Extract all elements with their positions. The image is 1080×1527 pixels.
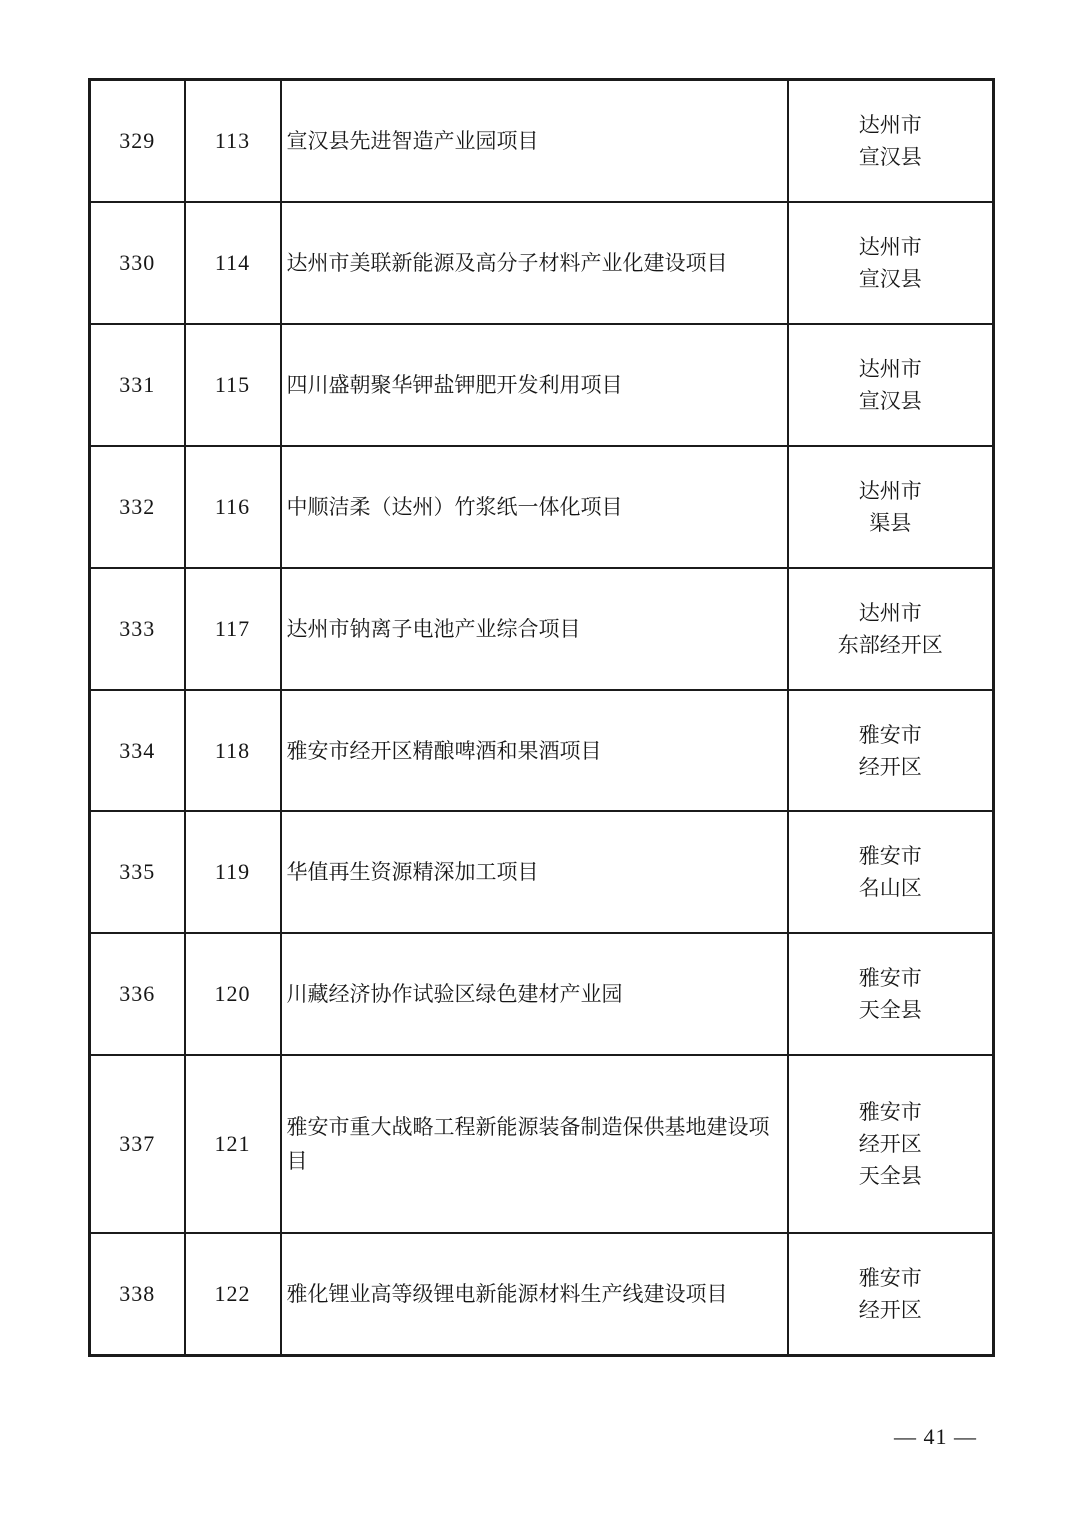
location-line: 经开区 — [858, 754, 922, 779]
location-line: 经开区 — [858, 1297, 922, 1322]
location-line: 达州市 — [858, 113, 922, 138]
row-sequence-cell: 334 — [90, 690, 185, 812]
location-line: 达州市 — [858, 356, 922, 381]
table-row — [90, 933, 994, 1055]
table-row — [90, 690, 994, 812]
row-sequence-cell: 329 — [90, 80, 185, 203]
table-row — [90, 324, 994, 446]
location-line: 宣汉县 — [858, 388, 922, 413]
project-name-cell: 宣汉县先进智造产业园项目 — [281, 80, 788, 203]
row-project-id-cell: 119 — [185, 811, 281, 933]
row-project-id-cell: 115 — [185, 324, 281, 446]
project-name-cell: 华值再生资源精深加工项目 — [281, 811, 788, 933]
location-line: 天全县 — [858, 998, 922, 1023]
location-line: 雅安市 — [858, 1099, 922, 1124]
row-project-id-cell: 120 — [185, 933, 281, 1055]
location-line: 雅安市 — [858, 1265, 922, 1290]
location-line: 名山区 — [858, 876, 922, 901]
table-row — [90, 1233, 994, 1356]
location-line: 天全县 — [858, 1163, 922, 1188]
location-line: 达州市 — [858, 235, 922, 260]
project-location-cell — [788, 446, 994, 568]
row-project-id-cell: 116 — [185, 446, 281, 568]
location-line: 雅安市 — [858, 966, 922, 991]
project-location-cell — [788, 690, 994, 812]
row-project-id-cell: 121 — [185, 1055, 281, 1233]
table-row — [90, 1055, 994, 1233]
row-sequence-cell: 330 — [90, 202, 185, 324]
project-location-cell — [788, 1233, 994, 1356]
project-name-cell: 达州市钠离子电池产业综合项目 — [281, 568, 788, 690]
location-line: 雅安市 — [858, 722, 922, 747]
location-line: 达州市 — [858, 478, 922, 503]
project-location-cell — [788, 80, 994, 203]
row-project-id-cell: 122 — [185, 1233, 281, 1356]
project-name-cell: 川藏经济协作试验区绿色建材产业园 — [281, 933, 788, 1055]
table-row — [90, 446, 994, 568]
row-sequence-cell: 332 — [90, 446, 185, 568]
location-line: 达州市 — [858, 600, 922, 625]
project-table-body — [90, 80, 994, 1356]
row-project-id-cell: 117 — [185, 568, 281, 690]
row-sequence-cell: 333 — [90, 568, 185, 690]
project-name-cell: 雅安市经开区精酿啤酒和果酒项目 — [281, 690, 788, 812]
location-line: 宣汉县 — [858, 267, 922, 292]
table-row — [90, 80, 994, 203]
row-sequence-cell: 331 — [90, 324, 185, 446]
project-location-cell — [788, 568, 994, 690]
location-line: 宣汉县 — [858, 145, 922, 170]
row-sequence-cell: 336 — [90, 933, 185, 1055]
location-line: 雅安市 — [858, 844, 922, 869]
project-name-cell: 雅化锂业高等级锂电新能源材料生产线建设项目 — [281, 1233, 788, 1356]
row-sequence-cell: 335 — [90, 811, 185, 933]
location-line: 东部经开区 — [837, 632, 943, 657]
project-location-cell — [788, 811, 994, 933]
location-line: 经开区 — [858, 1131, 922, 1156]
project-name-cell: 达州市美联新能源及高分子材料产业化建设项目 — [281, 202, 788, 324]
project-location-cell — [788, 324, 994, 446]
table-row — [90, 202, 994, 324]
row-sequence-cell: 337 — [90, 1055, 185, 1233]
project-location-cell — [788, 1055, 994, 1233]
table-row — [90, 811, 994, 933]
project-name-cell: 雅安市重大战略工程新能源装备制造保供基地建设项目 — [281, 1055, 788, 1233]
row-project-id-cell: 113 — [185, 80, 281, 203]
project-name-cell: 中顺洁柔（达州）竹浆纸一体化项目 — [281, 446, 788, 568]
row-sequence-cell: 338 — [90, 1233, 185, 1356]
location-line: 渠县 — [869, 510, 912, 535]
table-row — [90, 568, 994, 690]
project-location-cell — [788, 933, 994, 1055]
row-project-id-cell: 118 — [185, 690, 281, 812]
project-table — [88, 78, 995, 1357]
project-location-cell — [788, 202, 994, 324]
row-project-id-cell: 114 — [185, 202, 281, 324]
project-name-cell: 四川盛朝聚华钾盐钾肥开发利用项目 — [281, 324, 788, 446]
page-number: — 41 — — [894, 1424, 977, 1449]
